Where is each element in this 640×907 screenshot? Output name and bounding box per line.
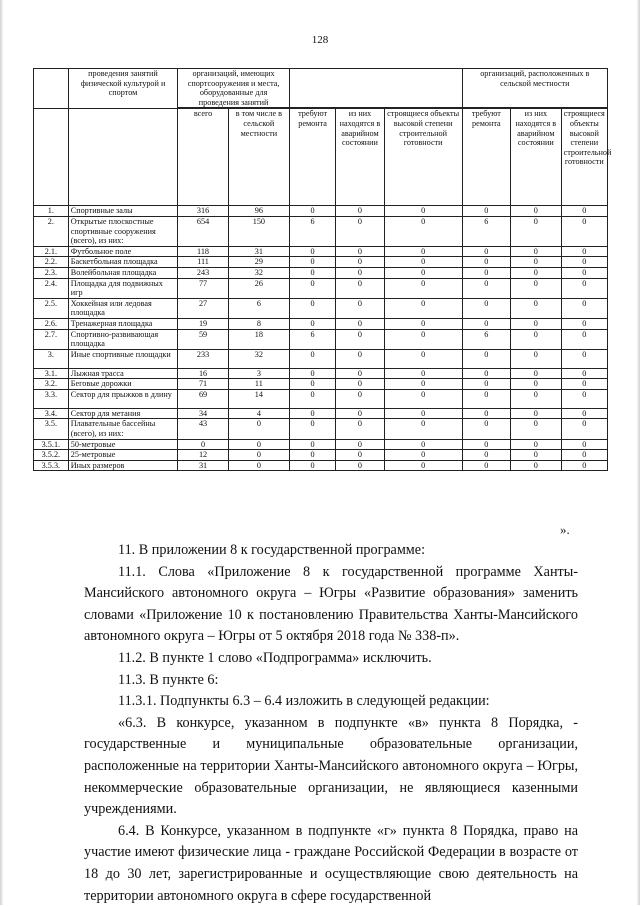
row-value: 0 bbox=[289, 349, 335, 368]
row-value: 0 bbox=[336, 389, 384, 408]
row-value: 32 bbox=[228, 349, 289, 368]
row-value: 0 bbox=[289, 389, 335, 408]
row-number: 1. bbox=[34, 206, 69, 217]
row-value: 0 bbox=[336, 298, 384, 318]
row-value: 32 bbox=[228, 267, 289, 278]
row-value: 0 bbox=[462, 278, 510, 298]
row-value: 0 bbox=[511, 278, 562, 298]
row-value: 0 bbox=[228, 460, 289, 471]
row-value: 31 bbox=[178, 460, 229, 471]
row-value: 27 bbox=[178, 298, 229, 318]
paragraph-4: 11.3. В пункте 6: bbox=[118, 671, 219, 688]
header-name-col: проведения занятий физической культурой и спортом bbox=[68, 69, 178, 109]
row-value: 19 bbox=[178, 318, 229, 329]
row-value: 0 bbox=[336, 450, 384, 461]
row-value: 0 bbox=[228, 450, 289, 461]
row-value: 0 bbox=[462, 460, 510, 471]
row-value: 43 bbox=[178, 419, 229, 439]
row-label: Волейбольная площадка bbox=[68, 267, 178, 278]
paragraph-7: 6.4. В Конкурсе, указанном в подпункте «г» пункта 8 Порядка, право на участие имеют физические лица - граждане Российской Федерации в возрасте от 18 до 30 лет, зарегистрированные и осуществляющие свою деятельность на территории автономного округа в сфере государственной bbox=[84, 822, 578, 904]
row-value: 0 bbox=[384, 298, 462, 318]
row-value: 0 bbox=[289, 298, 335, 318]
table-row bbox=[34, 216, 608, 246]
row-value: 71 bbox=[178, 379, 229, 390]
row-value: 0 bbox=[561, 267, 607, 278]
row-value: 26 bbox=[228, 278, 289, 298]
row-value: 0 bbox=[336, 267, 384, 278]
paragraph-3: 11.2. В пункте 1 слово «Подпрограмма» исключить. bbox=[118, 649, 432, 666]
row-value: 0 bbox=[561, 349, 607, 368]
row-value: 0 bbox=[511, 216, 562, 246]
row-number: 2.6. bbox=[34, 318, 69, 329]
row-value: 96 bbox=[228, 206, 289, 217]
row-value: 0 bbox=[384, 419, 462, 439]
table-row bbox=[34, 246, 608, 257]
row-label: Хоккейная или ледовая площадка bbox=[68, 298, 178, 318]
table-row bbox=[34, 267, 608, 278]
row-value: 0 bbox=[511, 419, 562, 439]
row-value: 0 bbox=[511, 349, 562, 368]
row-value: 0 bbox=[336, 257, 384, 268]
table-row bbox=[34, 450, 608, 461]
row-number: 3.5.3. bbox=[34, 460, 69, 471]
row-value: 0 bbox=[462, 379, 510, 390]
row-value: 0 bbox=[289, 419, 335, 439]
row-value: 0 bbox=[336, 460, 384, 471]
row-value: 0 bbox=[462, 389, 510, 408]
table-row bbox=[34, 206, 608, 217]
row-label: Плавательные бассейны (всего), из них: bbox=[68, 419, 178, 439]
header-total: всего bbox=[178, 109, 229, 206]
row-number: 3.4. bbox=[34, 408, 69, 419]
row-value: 0 bbox=[289, 450, 335, 461]
row-value: 69 bbox=[178, 389, 229, 408]
table-row bbox=[34, 349, 608, 368]
row-label: Баскетбольная площадка bbox=[68, 257, 178, 268]
row-value: 0 bbox=[336, 419, 384, 439]
row-value: 0 bbox=[511, 246, 562, 257]
table-row bbox=[34, 408, 608, 419]
table-header-row-2 bbox=[34, 109, 608, 206]
row-value: 0 bbox=[384, 349, 462, 368]
row-label: Открытые плоскостные спортивные сооружения (всего), из них: bbox=[68, 216, 178, 246]
row-number: 2.1. bbox=[34, 246, 69, 257]
row-number: 2. bbox=[34, 216, 69, 246]
row-value: 0 bbox=[462, 298, 510, 318]
row-value: 0 bbox=[511, 298, 562, 318]
row-value: 0 bbox=[384, 267, 462, 278]
row-value: 31 bbox=[228, 246, 289, 257]
row-value: 0 bbox=[511, 389, 562, 408]
row-label: Лыжная трасса bbox=[68, 368, 178, 379]
row-value: 0 bbox=[384, 460, 462, 471]
row-value: 0 bbox=[289, 379, 335, 390]
row-number: 2.2. bbox=[34, 257, 69, 268]
header-emergency-2: из них находятся в аварийном состоянии bbox=[511, 109, 562, 206]
row-number: 2.7. bbox=[34, 329, 69, 349]
row-label: Иных размеров bbox=[68, 460, 178, 471]
row-number: 3. bbox=[34, 349, 69, 368]
row-number: 3.1. bbox=[34, 368, 69, 379]
row-value: 118 bbox=[178, 246, 229, 257]
row-value: 0 bbox=[336, 379, 384, 390]
row-value: 0 bbox=[336, 329, 384, 349]
row-value: 6 bbox=[228, 298, 289, 318]
row-value: 18 bbox=[228, 329, 289, 349]
row-value: 0 bbox=[462, 419, 510, 439]
header-group-2: организаций, расположенных в сельской местности bbox=[462, 69, 607, 108]
row-value: 0 bbox=[289, 257, 335, 268]
row-value: 0 bbox=[336, 278, 384, 298]
table-row bbox=[34, 257, 608, 268]
row-value: 6 bbox=[289, 329, 335, 349]
row-value: 0 bbox=[462, 439, 510, 450]
row-value: 0 bbox=[289, 267, 335, 278]
row-value: 0 bbox=[228, 419, 289, 439]
header-construction: строящиеся объекты высокой степени строительной готовности bbox=[384, 109, 462, 206]
row-value: 0 bbox=[384, 389, 462, 408]
sports-facilities-table bbox=[33, 68, 612, 471]
row-value: 0 bbox=[384, 450, 462, 461]
row-value: 0 bbox=[561, 246, 607, 257]
row-value: 0 bbox=[228, 439, 289, 450]
row-value: 77 bbox=[178, 278, 229, 298]
header-empty-name-2 bbox=[68, 109, 178, 206]
row-value: 0 bbox=[384, 278, 462, 298]
row-value: 0 bbox=[462, 246, 510, 257]
table-row bbox=[34, 439, 608, 450]
row-value: 0 bbox=[462, 267, 510, 278]
row-value: 0 bbox=[384, 318, 462, 329]
row-label: Сектор для метания bbox=[68, 408, 178, 419]
row-value: 233 bbox=[178, 349, 229, 368]
row-value: 0 bbox=[561, 206, 607, 217]
row-number: 3.2. bbox=[34, 379, 69, 390]
row-label: Тренажерная площадка bbox=[68, 318, 178, 329]
row-value: 654 bbox=[178, 216, 229, 246]
row-value: 316 bbox=[178, 206, 229, 217]
row-value: 0 bbox=[561, 450, 607, 461]
row-label: Спортивно-развивающая площадка bbox=[68, 329, 178, 349]
row-value: 0 bbox=[561, 216, 607, 246]
row-value: 59 bbox=[178, 329, 229, 349]
row-value: 0 bbox=[336, 246, 384, 257]
row-value: 0 bbox=[462, 206, 510, 217]
row-value: 8 bbox=[228, 318, 289, 329]
row-number: 2.3. bbox=[34, 267, 69, 278]
row-value: 0 bbox=[511, 408, 562, 419]
paragraph-6: «6.3. В конкурсе, указанном в подпункте «в» пункта 8 Порядка, - государственные и муниципальные образовательные организации, расположенные на территории Ханты-Мансийского автономного округа – Югры, некоммерческие образовательные организации, не являющиеся казенными учреждениями. bbox=[84, 714, 578, 818]
row-value: 0 bbox=[336, 368, 384, 379]
row-value: 0 bbox=[561, 408, 607, 419]
row-value: 0 bbox=[462, 368, 510, 379]
row-value: 6 bbox=[462, 329, 510, 349]
header-empty-num bbox=[34, 69, 69, 109]
table-row bbox=[34, 419, 608, 439]
row-value: 0 bbox=[289, 278, 335, 298]
row-number: 2.5. bbox=[34, 298, 69, 318]
row-value: 0 bbox=[561, 389, 607, 408]
row-value: 0 bbox=[561, 368, 607, 379]
row-value: 0 bbox=[384, 246, 462, 257]
row-label: Иные спортивные площадки bbox=[68, 349, 178, 368]
row-value: 0 bbox=[511, 368, 562, 379]
row-value: 0 bbox=[289, 368, 335, 379]
table-row bbox=[34, 329, 608, 349]
row-value: 0 bbox=[384, 216, 462, 246]
row-value: 0 bbox=[462, 349, 510, 368]
row-number: 3.5.2. bbox=[34, 450, 69, 461]
row-value: 0 bbox=[289, 408, 335, 419]
row-value: 0 bbox=[384, 439, 462, 450]
row-label: Сектор для прыжков в длину bbox=[68, 389, 178, 408]
row-value: 243 bbox=[178, 267, 229, 278]
row-value: 14 bbox=[228, 389, 289, 408]
row-value: 0 bbox=[289, 318, 335, 329]
row-value: 0 bbox=[384, 206, 462, 217]
row-value: 0 bbox=[384, 329, 462, 349]
row-value: 0 bbox=[336, 206, 384, 217]
row-value: 0 bbox=[289, 206, 335, 217]
row-value: 0 bbox=[384, 408, 462, 419]
row-number: 3.5. bbox=[34, 419, 69, 439]
table-row bbox=[34, 278, 608, 298]
table-row bbox=[34, 460, 608, 471]
row-value: 0 bbox=[511, 267, 562, 278]
row-value: 11 bbox=[228, 379, 289, 390]
row-label: Спортивные залы bbox=[68, 206, 178, 217]
header-emergency: из них находятся в аварийном состоянии bbox=[336, 109, 384, 206]
row-value: 0 bbox=[336, 439, 384, 450]
row-value: 0 bbox=[384, 257, 462, 268]
row-value: 6 bbox=[462, 216, 510, 246]
row-value: 0 bbox=[336, 408, 384, 419]
table-row bbox=[34, 389, 608, 408]
row-value: 0 bbox=[384, 368, 462, 379]
row-number: 3.5.1. bbox=[34, 439, 69, 450]
header-repair: требуют ремонта bbox=[289, 109, 335, 206]
row-label: Футбольное поле bbox=[68, 246, 178, 257]
row-number: 3.3. bbox=[34, 389, 69, 408]
table-row bbox=[34, 368, 608, 379]
row-value: 4 bbox=[228, 408, 289, 419]
row-value: 0 bbox=[511, 318, 562, 329]
row-value: 0 bbox=[561, 329, 607, 349]
row-value: 0 bbox=[384, 379, 462, 390]
row-value: 111 bbox=[178, 257, 229, 268]
header-empty-num-2 bbox=[34, 109, 69, 206]
row-value: 0 bbox=[561, 278, 607, 298]
row-value: 0 bbox=[511, 450, 562, 461]
row-value: 0 bbox=[462, 318, 510, 329]
body-text bbox=[84, 540, 578, 907]
row-value: 0 bbox=[336, 349, 384, 368]
row-value: 0 bbox=[462, 257, 510, 268]
row-value: 0 bbox=[336, 318, 384, 329]
row-value: 0 bbox=[511, 329, 562, 349]
row-number: 2.4. bbox=[34, 278, 69, 298]
page-number: 128 bbox=[311, 34, 329, 46]
table-row bbox=[34, 379, 608, 390]
row-label: 25-метровые bbox=[68, 450, 178, 461]
row-value: 0 bbox=[462, 408, 510, 419]
header-empty-mid bbox=[289, 69, 462, 108]
header-construction-2: строящиеся объекты высокой степени строительной готовности bbox=[561, 109, 607, 206]
row-value: 0 bbox=[561, 257, 607, 268]
row-value: 0 bbox=[289, 246, 335, 257]
table-row bbox=[34, 318, 608, 329]
row-value: 0 bbox=[511, 257, 562, 268]
row-value: 0 bbox=[511, 439, 562, 450]
row-label: Площадка для подвижных игр bbox=[68, 278, 178, 298]
table-header-row-1 bbox=[34, 69, 608, 108]
row-label: 50-метровые bbox=[68, 439, 178, 450]
row-value: 34 bbox=[178, 408, 229, 419]
row-value: 0 bbox=[511, 206, 562, 217]
header-group-1: организаций, имеющих спортсооружения и места, оборудованные для проведения занятий bbox=[178, 69, 290, 108]
row-value: 16 bbox=[178, 368, 229, 379]
scan-edge-left bbox=[0, 0, 3, 905]
row-value: 0 bbox=[462, 450, 510, 461]
paragraph-2: 11.1. Слова «Приложение 8 к государственной программе Ханты-Мансийского автономного округа – Югры «Развитие образования» заменить словами «Приложение 10 к постановлению Правительства Ханты-Мансийского автономного округа – Югры от 5 октября 2018 года № 338-п». bbox=[84, 563, 578, 645]
row-value: 0 bbox=[561, 419, 607, 439]
row-value: 0 bbox=[336, 216, 384, 246]
table-row bbox=[34, 298, 608, 318]
header-repair-2: требуют ремонта bbox=[462, 109, 510, 206]
row-value: 0 bbox=[561, 439, 607, 450]
row-value: 3 bbox=[228, 368, 289, 379]
quote-end-mark: ». bbox=[560, 522, 570, 537]
row-value: 150 bbox=[228, 216, 289, 246]
row-value: 0 bbox=[561, 318, 607, 329]
row-value: 0 bbox=[561, 379, 607, 390]
row-value: 0 bbox=[561, 298, 607, 318]
paragraph-5: 11.3.1. Подпункты 6.3 – 6.4 изложить в следующей редакции: bbox=[118, 693, 490, 710]
paragraph-1: 11. В приложении 8 к государственной программе: bbox=[118, 542, 426, 558]
row-value: 0 bbox=[561, 460, 607, 471]
row-value: 29 bbox=[228, 257, 289, 268]
row-value: 12 bbox=[178, 450, 229, 461]
header-rural: в том числе в сельской местности bbox=[228, 109, 289, 206]
table-container bbox=[33, 68, 612, 471]
row-value: 0 bbox=[178, 439, 229, 450]
row-value: 0 bbox=[511, 379, 562, 390]
row-value: 0 bbox=[289, 460, 335, 471]
row-label: Беговые дорожки bbox=[68, 379, 178, 390]
row-value: 6 bbox=[289, 216, 335, 246]
row-value: 0 bbox=[511, 460, 562, 471]
row-value: 0 bbox=[289, 439, 335, 450]
